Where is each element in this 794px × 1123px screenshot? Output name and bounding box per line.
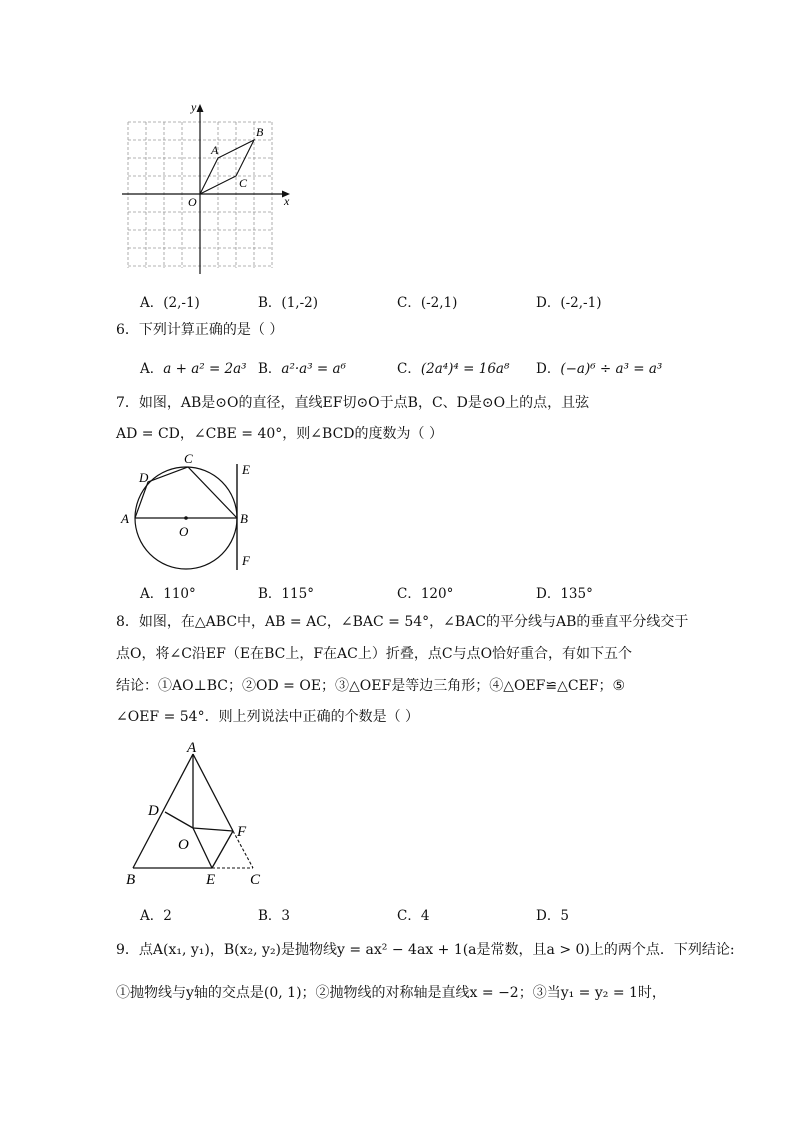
y-axis-label: y (191, 100, 197, 114)
label-o: O (178, 837, 189, 853)
x-axis-label: x (284, 194, 290, 208)
segment-oe (193, 828, 212, 868)
label-o: O (179, 524, 189, 539)
q5-option-a: A．(2,-1) (140, 295, 200, 311)
q7-option-c: C．120° (397, 586, 454, 602)
chords-adcb (135, 467, 237, 518)
label-f: F (242, 553, 250, 568)
fold-ef (212, 831, 233, 868)
label-f: F (237, 824, 247, 840)
label-d: D (148, 803, 159, 819)
label-a: A (187, 740, 197, 756)
side-af (193, 754, 233, 831)
point-b-label: B (256, 125, 264, 139)
q9-stem-line2: ①抛物线与y轴的交点是(0, 1)；②抛物线的对称轴是直线x = −2；③当y₁ = y₂ = 1时， (116, 985, 666, 1001)
q7-option-d: D．135° (536, 586, 593, 602)
q8-option-d: D．5 (536, 908, 569, 924)
q8-option-c: C．4 (397, 908, 430, 924)
label-a: A (121, 511, 129, 526)
label-b: B (240, 511, 248, 526)
q5-option-c: C．(-2,1) (397, 295, 458, 311)
point-a-label: A (211, 143, 219, 157)
q5-option-d: D．(-2,-1) (536, 295, 602, 311)
label-c: C (184, 452, 193, 466)
q6-option-b: B．a²·a³ = a⁶ (258, 361, 346, 377)
q8-stem-line4: ∠OEF = 54°．则上列说法中正确的个数是（ ） (116, 709, 420, 725)
q6-option-a: A．a + a² = 2a³ (140, 361, 247, 377)
segment-do (165, 812, 193, 828)
q8-option-a: A．2 (140, 908, 172, 924)
q8-triangle-figure (120, 738, 280, 890)
q8-option-b: B．3 (258, 908, 291, 924)
label-e: E (242, 462, 250, 477)
origin-label: O (188, 195, 197, 209)
q8-stem-line1: 8．如图，在△ABC中，AB = AC，∠BAC = 54°，∠BAC的平分线与AB的垂直平分线交于 (116, 614, 689, 630)
label-b: B (126, 872, 136, 888)
center-dot (184, 516, 188, 520)
q6-option-c: C．(2a⁴)⁴ = 16a⁸ (397, 361, 510, 377)
q7-circle-figure (116, 452, 266, 576)
label-c: C (250, 872, 261, 888)
q9-stem-line1: 9．点A(x₁, y₁)，B(x₂, y₂)是抛物线y = ax² − 4ax + 1(a是常数，且a > 0)上的两个点．下列结论: (116, 942, 735, 958)
q7-stem-line1: 7．如图，AB是⊙O的直径，直线EF切⊙O于点B，C、D是⊙O上的点，且弦 (116, 395, 590, 411)
label-d: D (139, 470, 149, 485)
point-c-label: C (239, 176, 248, 190)
q8-stem-line2: 点O，将∠C沿EF（E在BC上，F在AC上）折叠，点C与点O恰好重合，有如下五个 (116, 646, 633, 662)
q8-stem-line3: 结论：①AO⊥BC；②OD = OE；③△OEF是等边三角形；④△OEF≌△CEF；⑤ (116, 678, 626, 694)
q7-option-b: B．115° (258, 586, 314, 602)
q7-stem-line2: AD = CD，∠CBE = 40°，则∠BCD的度数为（ ） (116, 426, 443, 442)
q6-stem: 6．下列计算正确的是（ ） (116, 322, 284, 338)
q6-option-d: D．(−a)⁶ ÷ a³ = a³ (536, 361, 663, 377)
q5-option-b: B．(1,-2) (258, 295, 318, 311)
label-e: E (206, 872, 216, 888)
q5-coordinate-figure (118, 98, 298, 278)
q7-option-a: A．110° (140, 586, 196, 602)
segment-of (193, 828, 233, 831)
